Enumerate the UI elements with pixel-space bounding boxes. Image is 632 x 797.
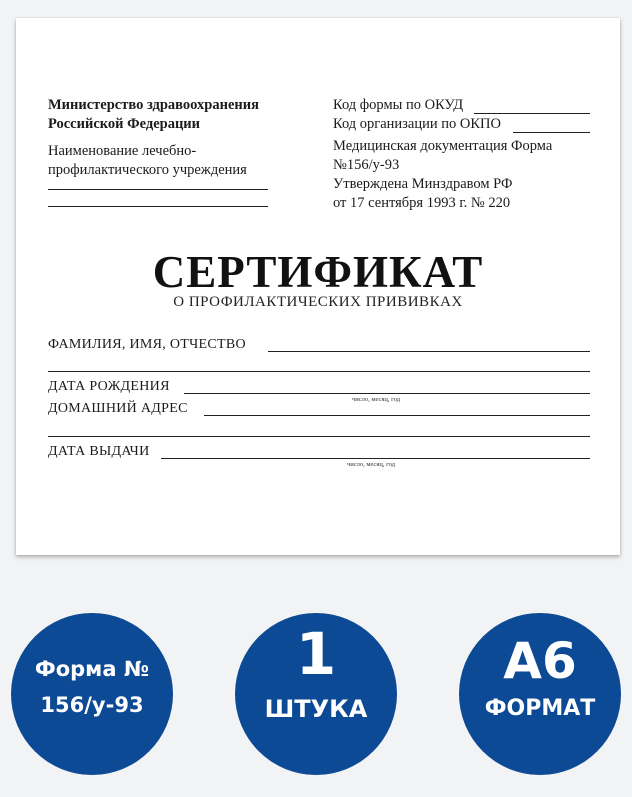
form-number-line-2: 156/у-93	[40, 693, 144, 717]
birth-date-hint: число, месяц, год	[352, 396, 401, 403]
home-address-label: ДОМАШНИЙ АДРЕС	[48, 401, 188, 416]
quantity-number: 1	[295, 620, 337, 688]
form-number-badge	[11, 613, 173, 775]
institution-line-1: Наименование лечебно-	[48, 143, 197, 159]
full-name-line[interactable]	[268, 351, 590, 352]
quantity-label: ШТУКА	[264, 695, 368, 723]
ministry-line-2: Российской Федерации	[48, 116, 201, 132]
med-doc-line-1: Медицинская документация Форма	[333, 138, 553, 154]
form-number-line-1: Форма №	[34, 657, 150, 681]
approved-line-2: от 17 сентября 1993 г. № 220	[333, 195, 511, 211]
okud-underline	[474, 113, 590, 114]
issue-date-hint: число, месяц, год	[347, 461, 396, 468]
issue-date-label: ДАТА ВЫДАЧИ	[48, 444, 150, 459]
certificate-title: СЕРТИФИКАТ	[152, 247, 484, 297]
home-address-line[interactable]	[204, 415, 590, 416]
format-badge	[459, 613, 621, 775]
full-name-line-2[interactable]	[48, 371, 590, 372]
okpo-label: Код организации по ОКПО	[333, 116, 501, 132]
certificate-subtitle: О ПРОФИЛАКТИЧЕСКИХ ПРИВИВКАХ	[173, 294, 463, 310]
issue-date-line[interactable]	[161, 458, 590, 459]
home-address-line-2[interactable]	[48, 436, 590, 437]
birth-date-line[interactable]	[184, 393, 590, 394]
birth-date-label: ДАТА РОЖДЕНИЯ	[48, 379, 170, 394]
okpo-underline	[513, 132, 590, 133]
format-label: ФОРМАТ	[484, 696, 596, 721]
certificate-sheet	[16, 18, 620, 555]
med-doc-line-2: №156/у-93	[333, 157, 400, 173]
institution-line-2: профилактического учреждения	[48, 162, 247, 178]
format-size: А6	[503, 632, 577, 690]
ministry-line-1: Министерство здравоохранения	[48, 97, 259, 113]
institution-underline-1	[48, 189, 268, 190]
approved-line-1: Утверждена Минздравом РФ	[333, 176, 513, 192]
quantity-badge	[235, 613, 397, 775]
institution-underline-2	[48, 206, 268, 207]
full-name-label: ФАМИЛИЯ, ИМЯ, ОТЧЕСТВО	[48, 337, 246, 352]
okud-label: Код формы по ОКУД	[333, 97, 464, 113]
